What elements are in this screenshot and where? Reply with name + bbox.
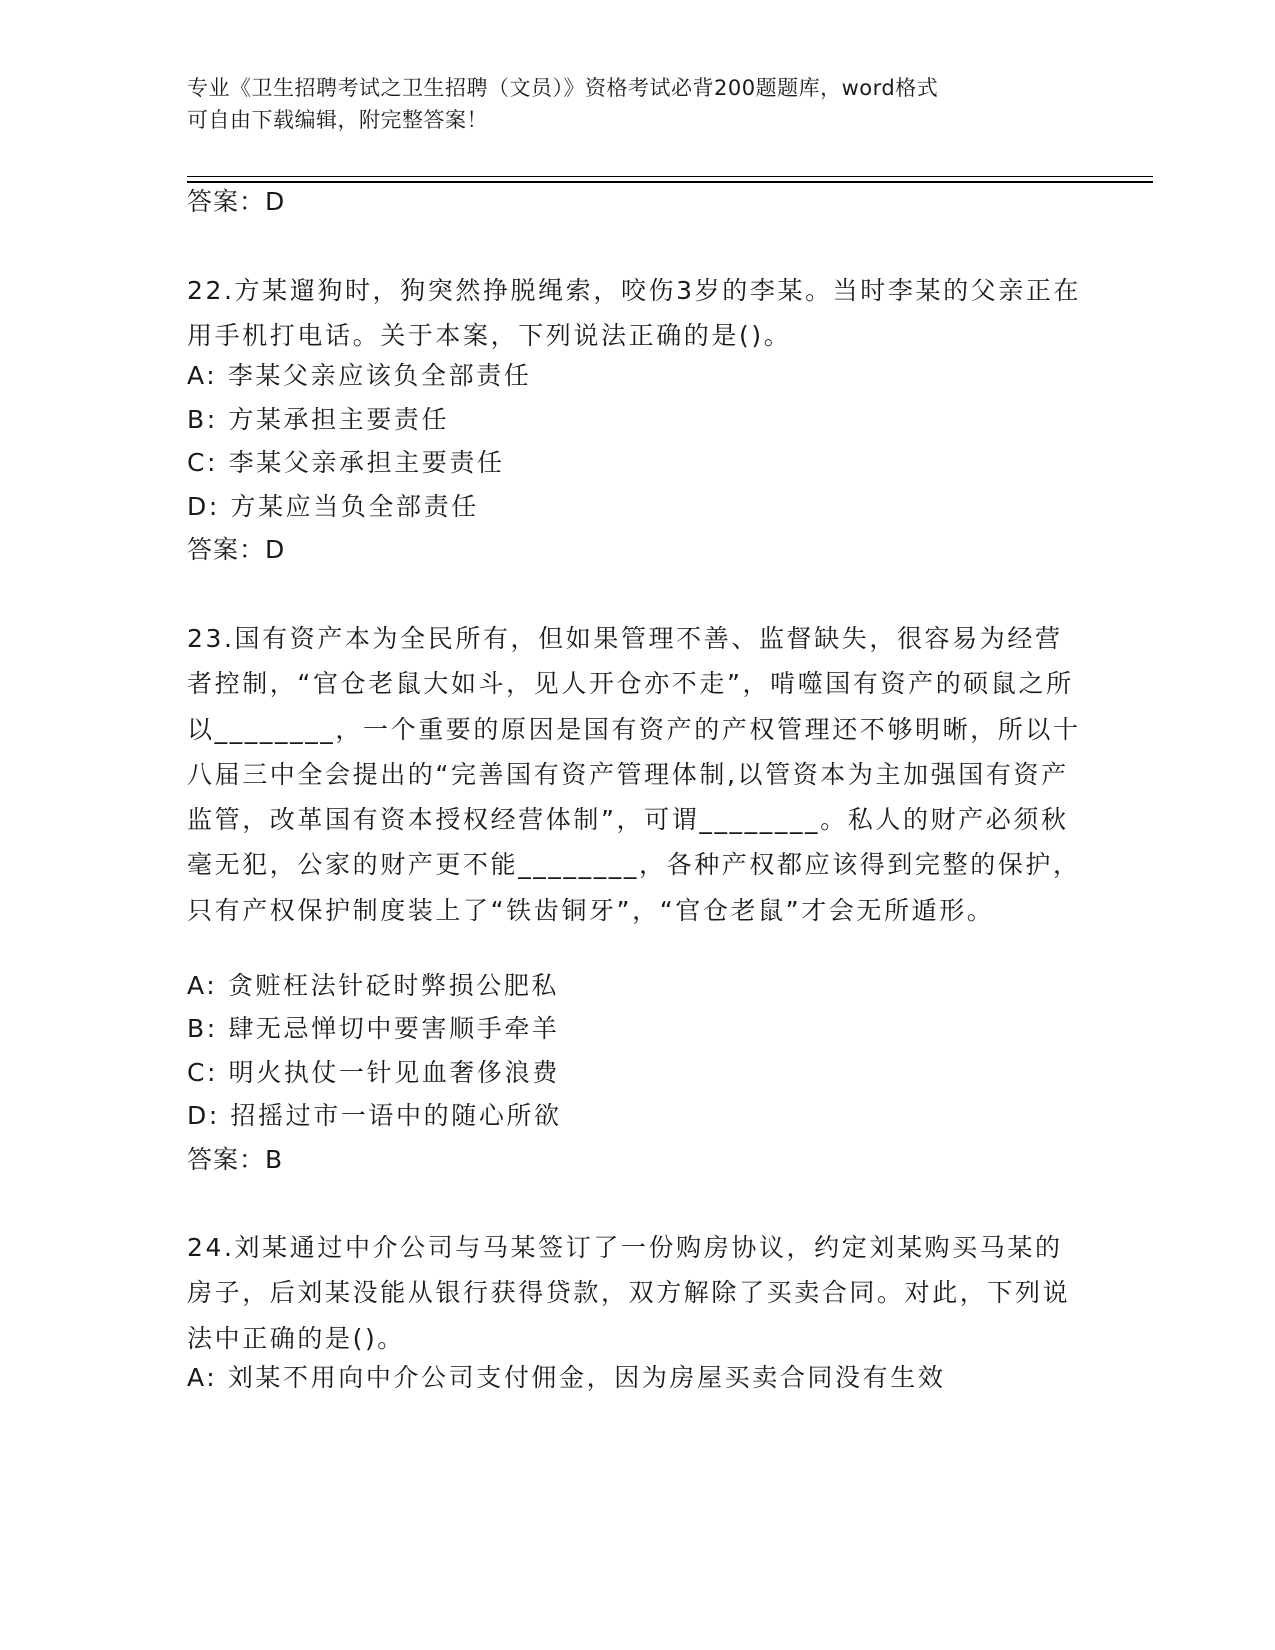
question-23-option-b: B: 肆无忌惮切中要害顺手牵羊: [187, 1014, 560, 1043]
question-23-answer: 答案：B: [187, 1145, 284, 1174]
question-23-text: 23.国有资产本为全民所有，但如果管理不善、监督缺失，很容易为经营者控制，“官仓老鼠大如斗，见人开仓亦不走”，啃噬国有资产的硕鼠之所以________，一个重要的原因是国有资产的产权管理还不够明晰，所以十八届三中全会提出的“完善国有资产管理体制,以管资本为主加强国有资产监管，改革国有资本授权经营体制”，可谓________。私人的财产必须秋毫无犯，公家的财产更不能________，各种产权都应该得到完整的保护，只有产权保护制度装上了“铁齿铜牙”，“官仓老鼠”才会无所遁形。: [187, 624, 1081, 925]
question-24-text: 24.刘某通过中介公司与马某签订了一份购房协议，约定刘某购买马某的房子，后刘某没能从银行获得贷款，双方解除了买卖合同。对此，下列说法中正确的是()。: [187, 1233, 1071, 1353]
header-line-2: 可自由下载编辑，附完整答案！: [187, 108, 488, 132]
question-23-option-a: A: 贪赃枉法针砭时弊损公肥私: [187, 971, 560, 1000]
document-page: [187, 0, 1153, 1650]
question-22-option-b: B: 方某承担主要责任: [187, 405, 450, 434]
document-header: [187, 72, 1087, 136]
header-rule-thick: [187, 181, 1153, 183]
header-line-1: 专业《卫生招聘考试之卫生招聘（文员）》资格考试必背200题题库，word格式: [187, 76, 939, 100]
prev-answer: 答案：D: [187, 187, 286, 216]
question-22-answer: 答案：D: [187, 535, 286, 564]
header-rule-thin: [187, 176, 1153, 177]
question-23-option-d: D: 招摇过市一语中的随心所欲: [187, 1101, 562, 1130]
question-22-text: 22.方某遛狗时，狗突然挣脱绳索，咬伤3岁的李某。当时李某的父亲正在用手机打电话。关于本案，下列说法正确的是()。: [187, 276, 1082, 351]
question-24-option-a: A: 刘某不用向中介公司支付佣金，因为房屋买卖合同没有生效: [187, 1363, 946, 1392]
question-22-option-c: C: 李某父亲承担主要责任: [187, 448, 505, 477]
question-23-option-c: C: 明火执仗一针见血奢侈浪费: [187, 1058, 560, 1087]
question-22-option-a: A: 李某父亲应该负全部责任: [187, 361, 532, 390]
question-22-option-d: D: 方某应当负全部责任: [187, 492, 479, 521]
